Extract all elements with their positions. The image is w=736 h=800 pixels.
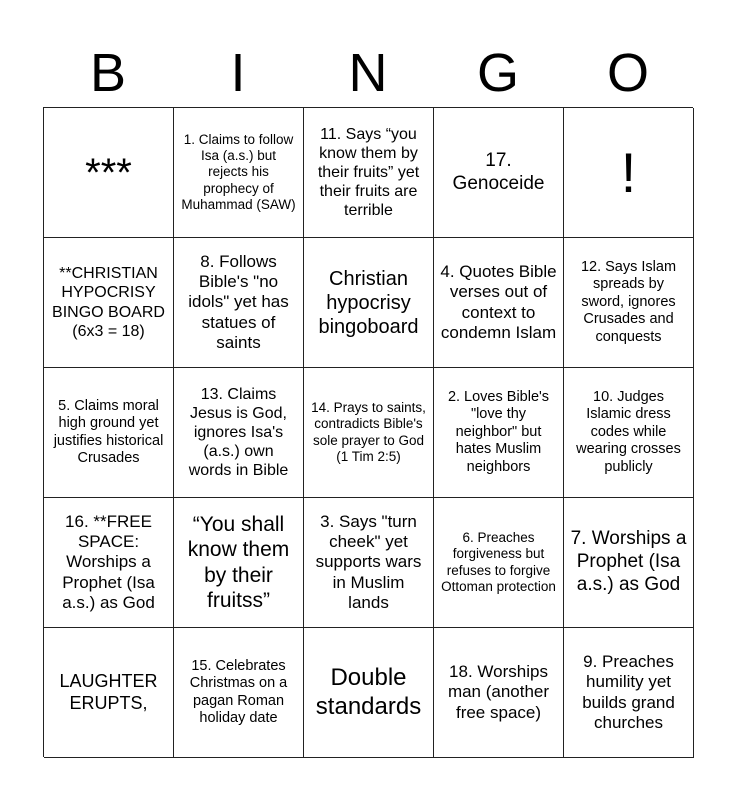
bingo-cell-r4-c5[interactable]: 7. Worships a Prophet (Isa a.s.) as God bbox=[564, 498, 694, 628]
bingo-cell-r3-c3[interactable]: 14. Prays to saints, contradicts Bible's sole prayer to God (1 Tim 2:5) bbox=[304, 368, 434, 498]
bingo-cell-r4-c4[interactable]: 6. Preaches forgiveness but refuses to forgive Ottoman protection bbox=[434, 498, 564, 628]
bingo-cell-r2-c3[interactable]: Christian hypocrisy bingoboard bbox=[304, 238, 434, 368]
bingo-cell-r2-c5[interactable]: 12. Says Islam spreads by sword, ignores Crusades and conquests bbox=[564, 238, 694, 368]
bingo-cell-r2-c2[interactable]: 8. Follows Bible's "no idols" yet has statues of saints bbox=[174, 238, 304, 368]
bingo-cell-r3-c5[interactable]: 10. Judges Islamic dress codes while wearing crosses publicly bbox=[564, 368, 694, 498]
header-letter-i: I bbox=[230, 43, 246, 103]
bingo-cell-r2-c4[interactable]: 4. Quotes Bible verses out of context to condemn Islam bbox=[434, 238, 564, 368]
bingo-cell-r1-c5[interactable]: ! bbox=[564, 108, 694, 238]
header-letter-n: N bbox=[348, 43, 388, 103]
bingo-cell-r5-c3[interactable]: Double standards bbox=[304, 628, 434, 758]
bingo-cell-r5-c5[interactable]: 9. Preaches humility yet builds grand churches bbox=[564, 628, 694, 758]
bingo-cell-r5-c2[interactable]: 15. Celebrates Christmas on a pagan Roman holiday date bbox=[174, 628, 304, 758]
bingo-header bbox=[43, 38, 693, 108]
bingo-cell-r5-c4[interactable]: 18. Worships man (another free space) bbox=[434, 628, 564, 758]
bingo-cell-r1-c3[interactable]: 11. Says “you know them by their fruits” yet their fruits are terrible bbox=[304, 108, 434, 238]
bingo-cell-r4-c3[interactable]: 3. Says "turn cheek" yet supports wars in Muslim lands bbox=[304, 498, 434, 628]
bingo-cell-r4-c2[interactable]: “You shall know them by their fruitss” bbox=[174, 498, 304, 628]
bingo-cell-r1-c2[interactable]: 1. Claims to follow Isa (a.s.) but rejects his prophecy of Muhammad (SAW) bbox=[174, 108, 304, 238]
header-letter-b: B bbox=[89, 43, 127, 103]
bingo-board bbox=[43, 107, 693, 757]
bingo-cell-r3-c1[interactable]: 5. Claims moral high ground yet justifies historical Crusades bbox=[44, 368, 174, 498]
bingo-cell-r2-c1[interactable]: **CHRISTIAN HYPOCRISY BINGO BOARD (6x3 = 18) bbox=[44, 238, 174, 368]
bingo-cell-r3-c4[interactable]: 2. Loves Bible's "love thy neighbor" but hates Muslim neighbors bbox=[434, 368, 564, 498]
header-letter-g: G bbox=[476, 43, 519, 103]
bingo-cell-r1-c1[interactable]: *** bbox=[44, 108, 174, 238]
bingo-cell-r3-c2[interactable]: 13. Claims Jesus is God, ignores Isa's (a.s.) own words in Bible bbox=[174, 368, 304, 498]
header-letter-o: O bbox=[606, 43, 649, 103]
bingo-cell-r1-c4[interactable]: 17. Genoceide bbox=[434, 108, 564, 238]
bingo-cell-r4-c1[interactable]: 16. **FREE SPACE: Worships a Prophet (Isa a.s.) as God bbox=[44, 498, 174, 628]
bingo-cell-r5-c1[interactable]: LAUGHTER ERUPTS, bbox=[44, 628, 174, 758]
